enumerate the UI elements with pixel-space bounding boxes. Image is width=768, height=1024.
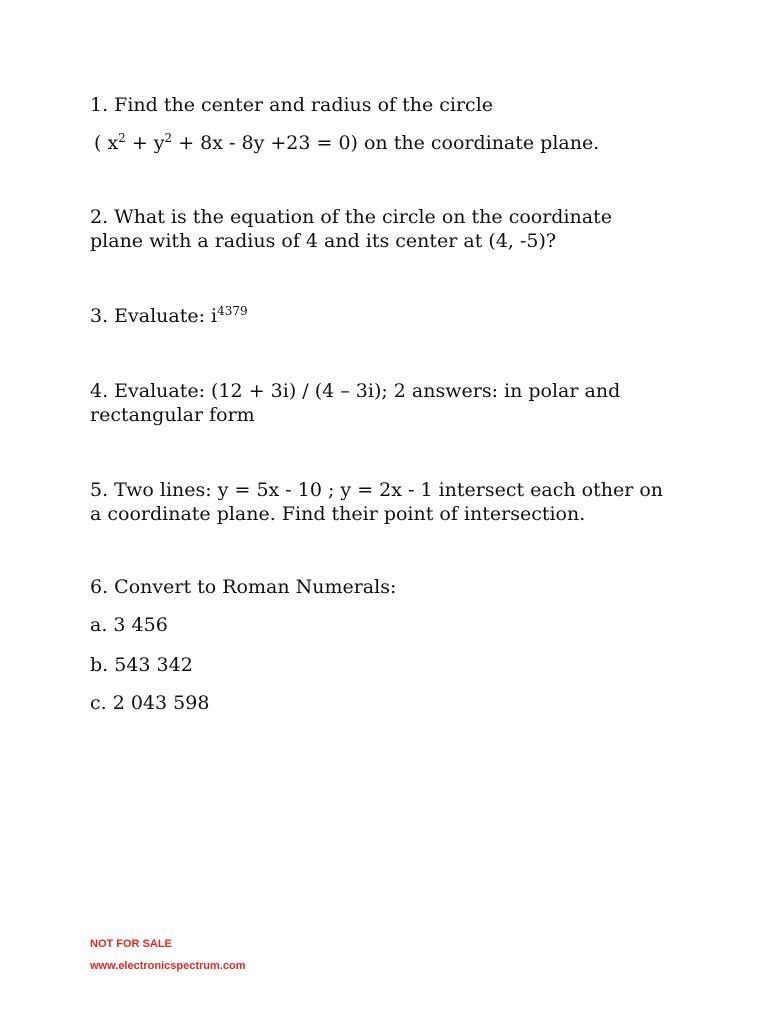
question-3-text: 3. Evaluate: i <box>90 305 218 327</box>
question-4-line-1: 4. Evaluate: (12 + 3i) / (4 – 3i); 2 answers: in polar and <box>90 380 621 402</box>
question-5-line-2: a coordinate plane. Find their point of intersection. <box>90 503 586 525</box>
question-4-line-2: rectangular form <box>90 404 255 426</box>
q1-text-part-1: ( x <box>94 132 119 154</box>
question-3-exponent: 4379 <box>217 304 248 318</box>
question-6-option-c: c. 2 043 598 <box>90 692 210 714</box>
question-1-line-1: 1. Find the center and radius of the circle <box>90 94 494 116</box>
question-2-line-1: 2. What is the equation of the circle on the coordinate <box>90 206 612 228</box>
question-6-option-a: a. 3 456 <box>90 614 168 636</box>
not-for-sale-notice: NOT FOR SALE <box>90 938 172 950</box>
question-6-option-b: b. 543 342 <box>90 654 193 676</box>
q1-text-part-3: + 8x - 8y +23 = 0) on the coordinate plane. <box>172 132 600 154</box>
q1-exponent-x: 2 <box>118 131 126 145</box>
q1-text-part-2: + y <box>125 132 165 154</box>
q1-exponent-y: 2 <box>164 131 173 145</box>
question-6-title: 6. Convert to Roman Numerals: <box>90 576 397 598</box>
question-5-line-1: 5. Two lines: y = 5x - 10 ; y = 2x - 1 intersect each other on <box>90 479 664 501</box>
question-2-line-2: plane with a radius of 4 and its center at (4, -5)? <box>90 230 557 252</box>
question-1-line-2 <box>94 131 599 155</box>
website-link[interactable]: www.electronicspectrum.com <box>90 960 246 972</box>
question-3 <box>90 304 248 328</box>
